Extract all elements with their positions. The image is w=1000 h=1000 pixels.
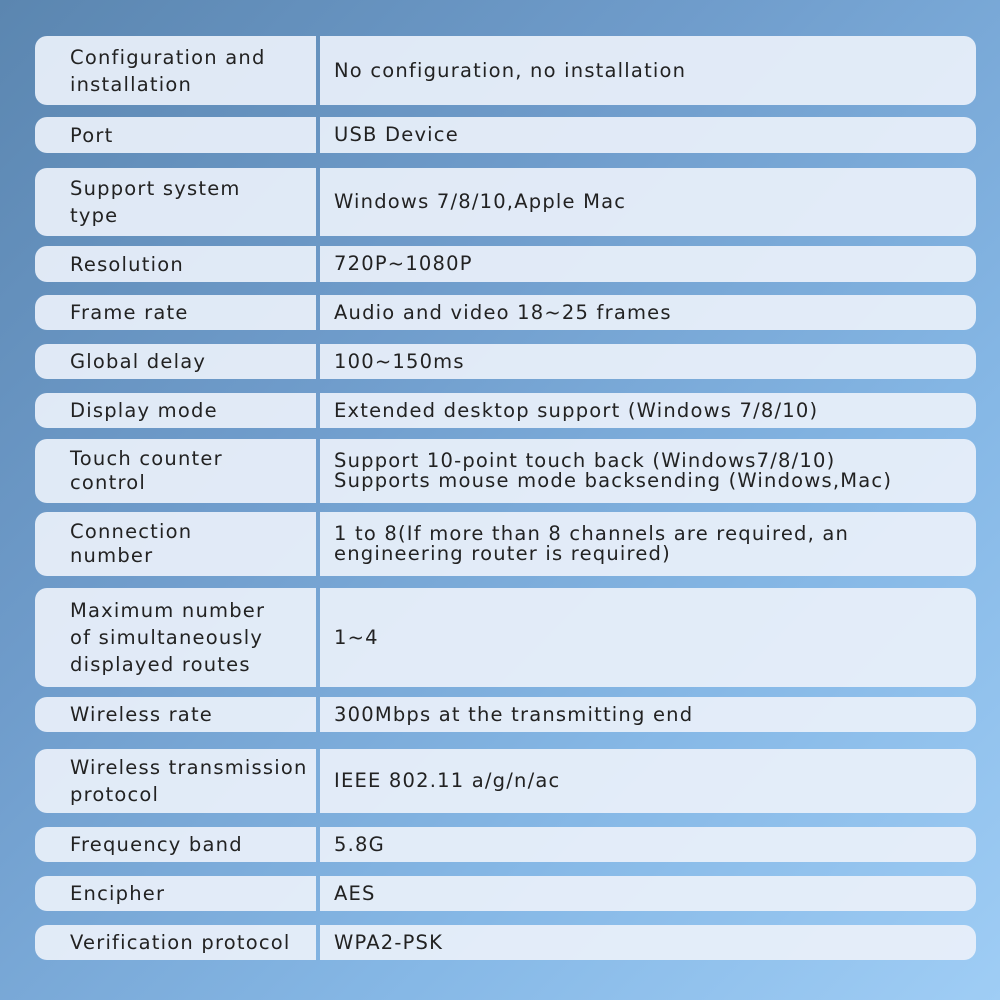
spec-label: Resolution <box>35 246 316 282</box>
spec-label: Touch counter control <box>35 439 316 503</box>
spec-label: Encipher <box>35 876 316 911</box>
spec-value: 1 to 8(If more than 8 channels are required, an engineering router is required) <box>320 512 976 576</box>
spec-value: 300Mbps at the transmitting end <box>320 697 976 732</box>
spec-row-max-routes <box>35 588 976 687</box>
spec-row-support-system <box>35 168 976 236</box>
spec-row-port <box>35 117 976 153</box>
spec-row-frame-rate <box>35 295 976 330</box>
spec-label: Connection number <box>35 512 316 576</box>
spec-row-wireless-rate <box>35 697 976 732</box>
spec-value: Support 10-point touch back (Windows7/8/10) Supports mouse mode backsending (Windows,Mac) <box>320 439 976 503</box>
spec-label: Support system type <box>35 168 316 236</box>
spec-label: Global delay <box>35 344 316 379</box>
spec-row-resolution <box>35 246 976 282</box>
spec-row-touch-counter <box>35 439 976 503</box>
spec-value: WPA2-PSK <box>320 925 976 960</box>
spec-value: 720P~1080P <box>320 246 976 282</box>
spec-value: 100~150ms <box>320 344 976 379</box>
spec-label: Frame rate <box>35 295 316 330</box>
spec-label: Wireless transmission protocol <box>35 749 316 813</box>
spec-row-connection-number <box>35 512 976 576</box>
spec-value: 5.8G <box>320 827 976 862</box>
spec-row-global-delay <box>35 344 976 379</box>
spec-row-configuration <box>35 36 976 105</box>
spec-row-verification <box>35 925 976 960</box>
spec-row-wireless-protocol <box>35 749 976 813</box>
spec-row-display-mode <box>35 393 976 428</box>
spec-label: Port <box>35 117 316 153</box>
spec-label: Frequency band <box>35 827 316 862</box>
spec-value: USB Device <box>320 117 976 153</box>
spec-value: No configuration, no installation <box>320 36 976 105</box>
spec-label: Verification protocol <box>35 925 316 960</box>
spec-row-frequency-band <box>35 827 976 862</box>
spec-value: 1~4 <box>320 588 976 687</box>
spec-value: IEEE 802.11 a/g/n/ac <box>320 749 976 813</box>
spec-value: Extended desktop support (Windows 7/8/10) <box>320 393 976 428</box>
spec-table <box>35 0 976 1000</box>
spec-label: Maximum number of simultaneously displayed routes <box>35 588 316 687</box>
spec-value: Windows 7/8/10,Apple Mac <box>320 168 976 236</box>
spec-label: Configuration and installation <box>35 36 316 105</box>
spec-value: AES <box>320 876 976 911</box>
spec-label: Display mode <box>35 393 316 428</box>
spec-label: Wireless rate <box>35 697 316 732</box>
spec-row-encipher <box>35 876 976 911</box>
spec-value: Audio and video 18~25 frames <box>320 295 976 330</box>
